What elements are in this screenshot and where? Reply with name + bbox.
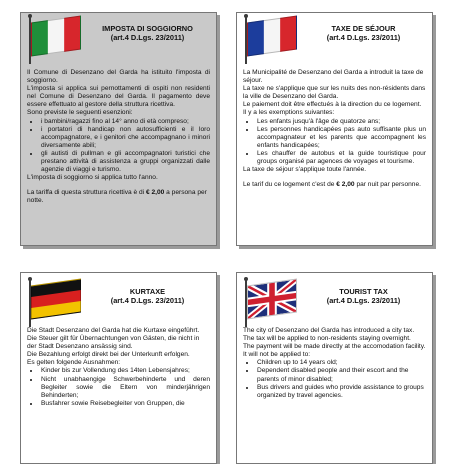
list-item: • Dependent disabled people and their escort and the parents of minor disabled;	[256, 367, 426, 383]
exemption-list	[27, 367, 210, 407]
italian-flag-icon	[26, 16, 82, 66]
list-item: • Busfahrer sowie Reisebegleiter von Gruppen, die	[40, 400, 210, 408]
paragraph: Die Bezahlung erfolgt direkt bei der Unterkunft erfolgen.	[27, 351, 190, 359]
list-item: • i portatori di handicap non autosufficienti e il loro accompagnatore, e i genitori che accompagnano i minori diversamente abili;	[40, 126, 210, 150]
card-french	[236, 12, 433, 246]
list-item: • Les chauffer de autobus et la guide touristique pour groups organisé par agences de voyages et tourisme.	[256, 150, 426, 166]
card-title: TOURIST TAX (art.4 D.Lgs. 23/2011)	[326, 287, 401, 305]
paragraph: Es gelten folgende Ausnahmen:	[27, 359, 121, 367]
paragraph: The tax will be applied to non-residents staying overnight.	[243, 335, 411, 343]
card-german	[20, 272, 217, 464]
exemption-list	[27, 118, 210, 175]
tariff-text: La tariffa di questa struttura ricettiva è di € 2,00 a persona per notte.	[27, 189, 207, 205]
top-crop-remnant	[0, 0, 450, 4]
list-item: • Les enfants jusqu'à l'âge de quatorze ans;	[256, 118, 426, 126]
card-body	[243, 69, 426, 189]
exemption-list	[243, 118, 426, 167]
list-item: • Bus drivers and guides who provide assistance to groups organized by travel agencies.	[256, 384, 426, 400]
french-flag-icon	[242, 16, 298, 66]
card-title: KURTAXE (art.4 D.Lgs. 23/2011)	[110, 287, 185, 305]
list-item: • gli autisti di pullman e gli accompagnatori turistici che prestano attività di assistenza a gruppi organizzati dalle agenzie di viaggi e turismo.	[40, 150, 210, 174]
card-title: TAXE DE SÉJOUR (art.4 D.Lgs. 23/2011)	[326, 24, 401, 42]
card-title: IMPOSTA DI SOGGIORNO (art.4 D.Lgs. 23/2011)	[102, 24, 193, 42]
card-body	[27, 327, 210, 408]
paragraph: Die Steuer gilt für Übernachtungen von Gästen, die nicht in der Stadt Desenzano ansässig sind.	[27, 335, 200, 351]
list-item: • Les personnes handicapées pas auto suffisante plus un accompagnateur et les parents que accompagnent les enfants handicapées;	[256, 126, 426, 150]
card-body	[243, 327, 426, 400]
card-italian	[20, 12, 217, 246]
paragraph: L'imposta si applica sui pernottamenti di ospiti non residenti nel Comune di Desenzano del Garda. Il pagamento deve essere effettuato al gestore della struttura ricettiva.	[27, 85, 210, 109]
list-item: • Kinder bis zur Vollendung des 14ten Lebensjahres;	[40, 367, 210, 375]
intro-text: Die Stadt Desenzano del Garda hat die Kurtaxe eingeführt.	[27, 327, 200, 334]
paragraph: The payment will be made directly at the accomodation facility.	[243, 343, 426, 351]
card-british	[236, 272, 433, 464]
british-flag-icon	[242, 279, 298, 329]
intro-text: Il Comune di Desenzano del Garda ha istituito l'imposta di soggiorno.	[27, 69, 210, 85]
paragraph: La taxe ne s'applique que sur les nuits des non-résidents dans la ville de Desenzano del Garda.	[243, 85, 426, 101]
intro-text: The city of Desenzano del Garda has introduced a city tax.	[243, 327, 415, 334]
paragraph: It will not be applied to:	[243, 351, 311, 359]
list-item: • i bambini/ragazzi fino al 14° anno di età compreso;	[40, 118, 210, 126]
paragraph: Le paiement doit être effectués à la direction du ce logement.	[243, 101, 422, 109]
paragraph: Sono previste le seguenti esenzioni:	[27, 109, 133, 117]
paragraph: La taxe de séjour s'applique toute l'année.	[243, 166, 367, 174]
tariff-text: Le tarif du ce logement c'est de € 2,00 par nuit par personne.	[243, 181, 421, 189]
german-flag-icon	[26, 279, 82, 329]
intro-text: La Municipalité de Desenzano del Garda a introduit la taxe de séjour.	[243, 69, 424, 85]
paragraph: L'imposta di soggiorno si applica tutto l'anno.	[27, 174, 158, 182]
paragraph: Il y a les exemptions suivantes:	[243, 109, 335, 117]
exemption-list	[243, 359, 426, 399]
card-body	[27, 69, 210, 206]
list-item: • Children up to 14 years old;	[256, 359, 426, 367]
list-item: • Nicht unabhaengige Schwerbehinderte und deren Begleiter sowie die Eltern von minderjährigen Behinderten;	[40, 376, 210, 400]
